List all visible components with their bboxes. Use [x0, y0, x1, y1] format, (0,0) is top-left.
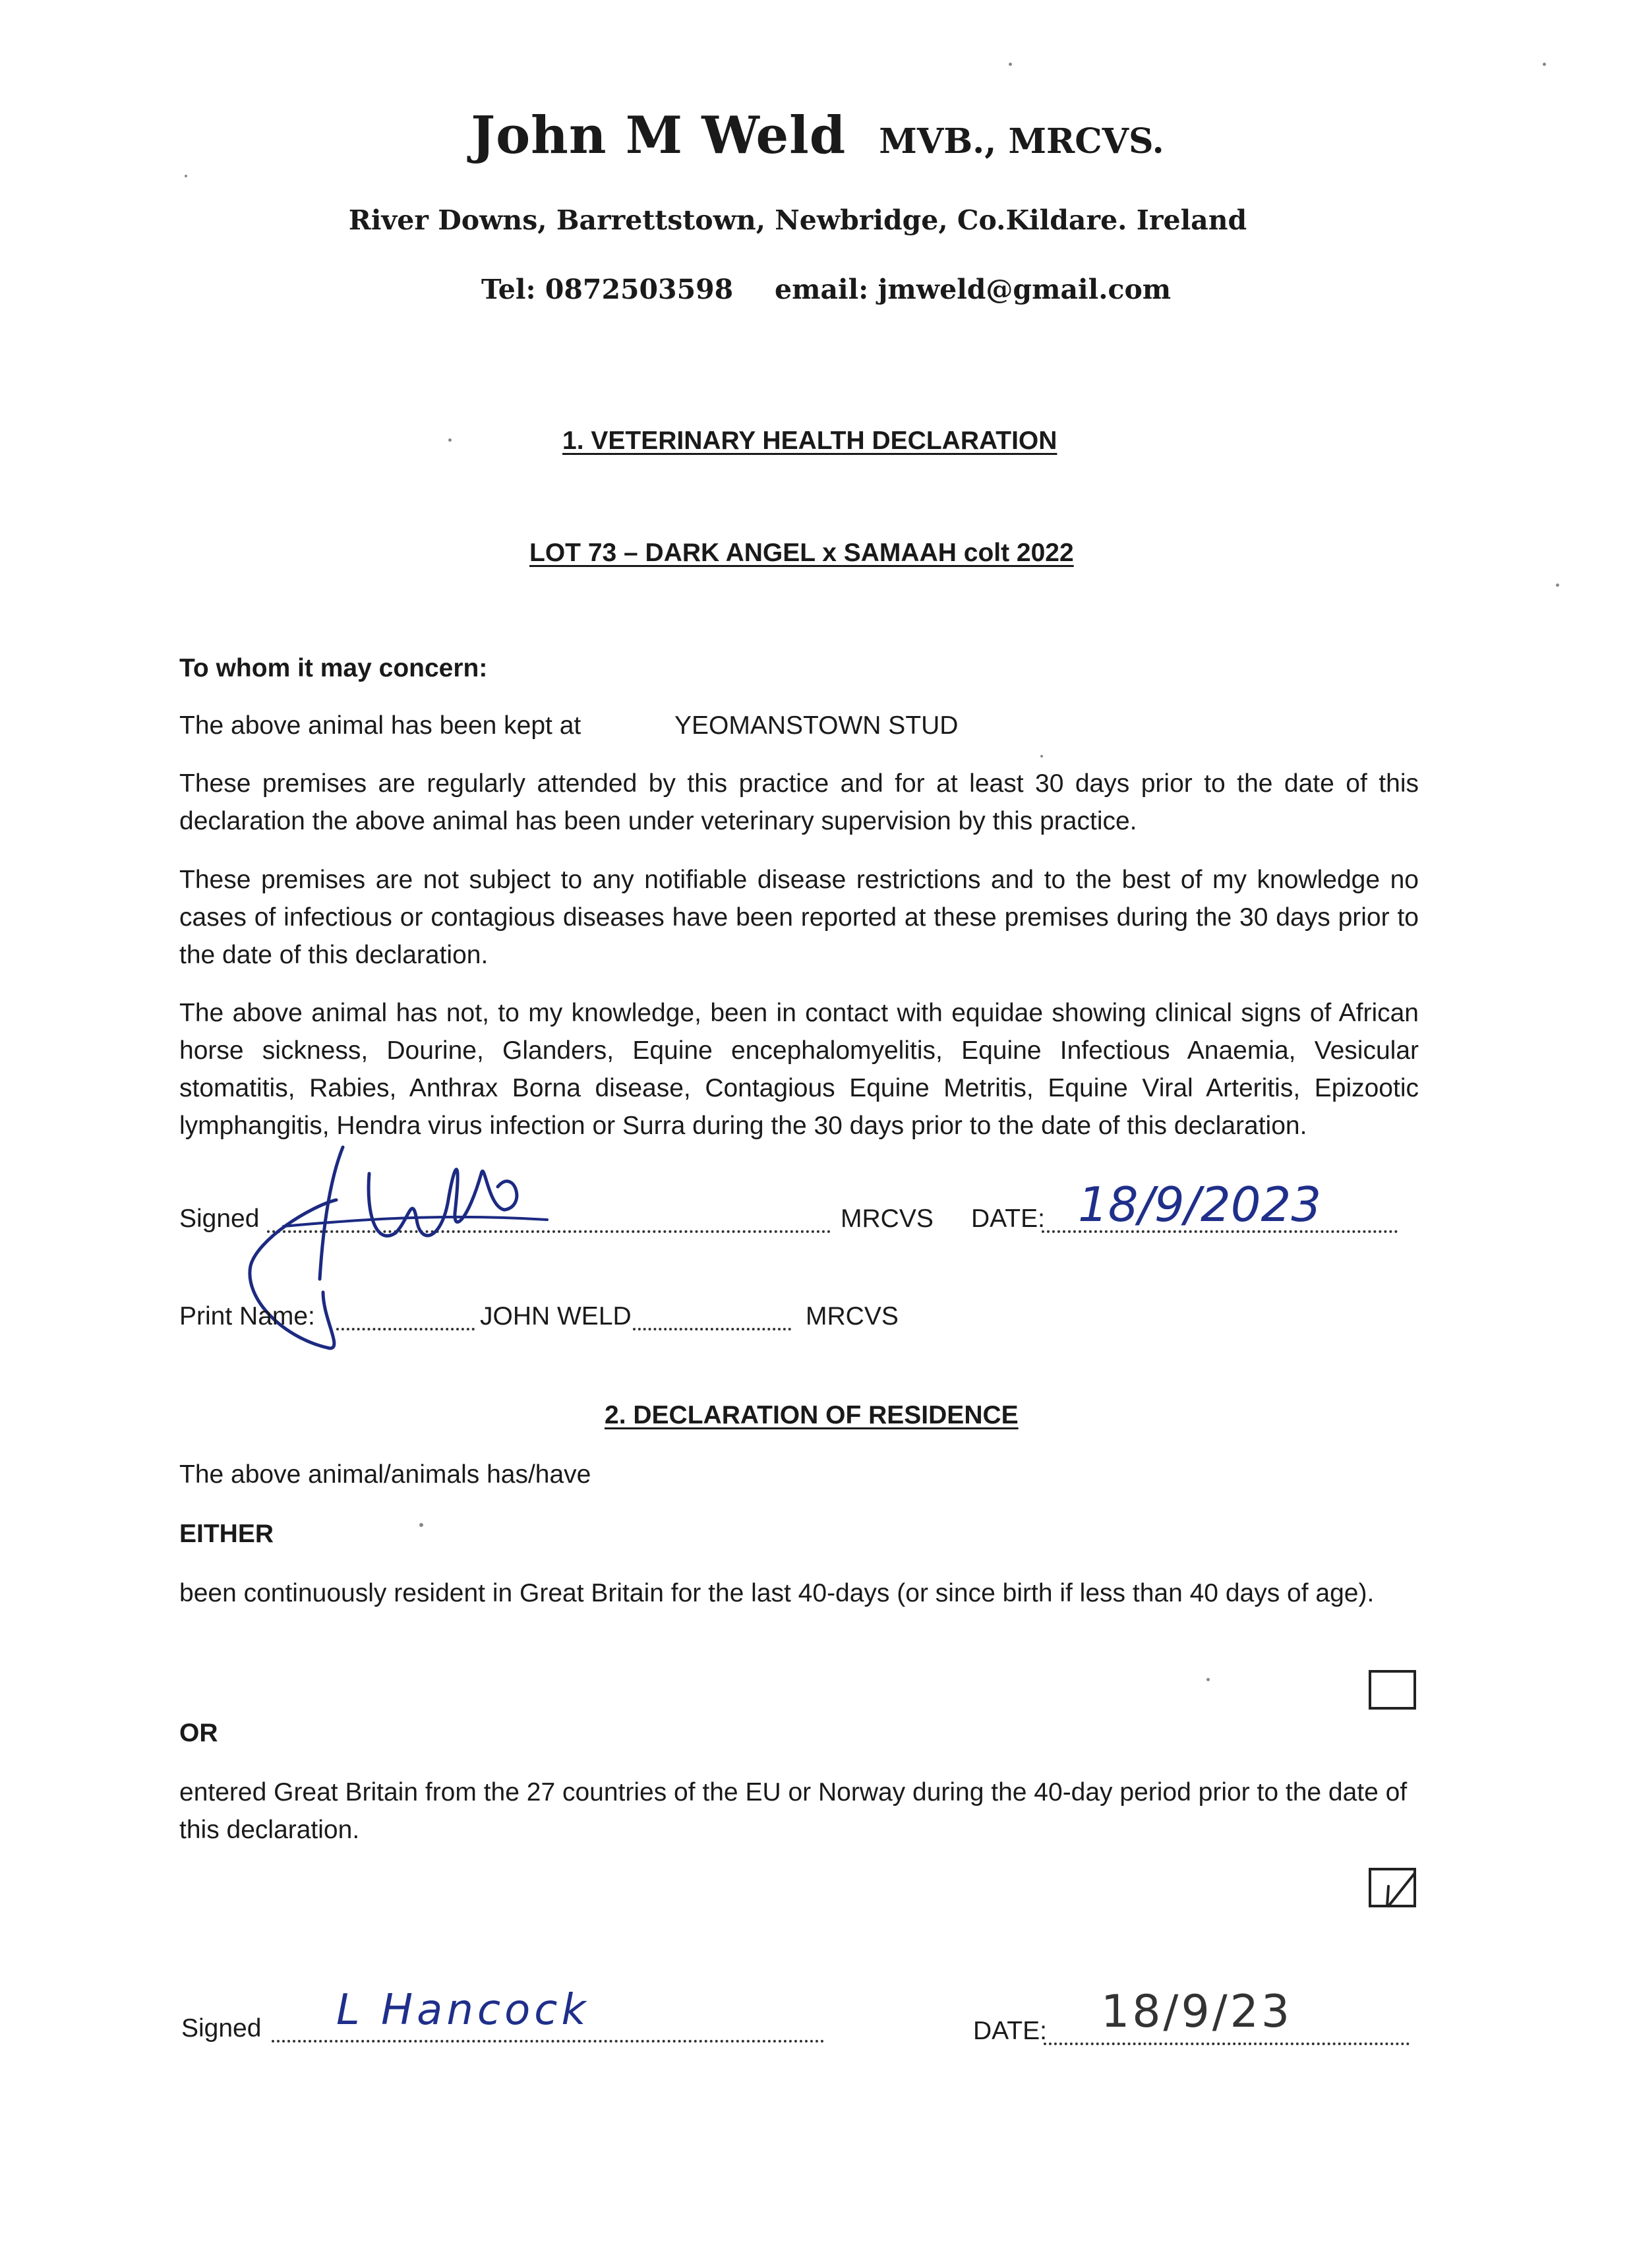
- date-label-2: DATE:: [973, 2017, 1047, 2045]
- paragraph-supervision: These premises are regularly attended by this practice and for at least 30 days prior to the date of this declaration the above animal has been under veterinary supervision by this practice.: [179, 769, 1419, 835]
- scan-speck: [1543, 63, 1546, 66]
- kept-at-label: The above animal has been kept at: [179, 711, 581, 740]
- section2-title: 2. DECLARATION OF RESIDENCE: [605, 1401, 1019, 1429]
- vet-address: River Downs, Barrettstown, Newbridge, Co.Kildare. Ireland: [348, 204, 1247, 236]
- signed-label-2: Signed: [181, 2014, 262, 2043]
- section1-title: 1. VETERINARY HEALTH DECLARATION: [562, 427, 1057, 455]
- scan-speck: [1009, 63, 1012, 66]
- residence-intro: The above animal/animals has/have: [179, 1460, 591, 1489]
- kept-at-value: YEOMANSTOWN STUD: [674, 711, 959, 740]
- mrcvs-label-1: MRCVS: [841, 1205, 934, 1233]
- print-name-dots-left: [336, 1328, 475, 1330]
- option2-checkbox[interactable]: [1369, 1868, 1416, 1907]
- scan-speck: [185, 175, 187, 177]
- scan-speck: [448, 438, 452, 442]
- paragraph-premises: These premises are not subject to any notifiable disease restrictions and to the best of my knowledge no cases of infectious or contagious diseases have been reported at these premises during the 30 days prior to the date of this declaration.: [179, 866, 1419, 969]
- print-mrcvs: MRCVS: [806, 1302, 899, 1330]
- scan-speck: [1040, 755, 1043, 758]
- salutation: To whom it may concern:: [179, 654, 488, 682]
- either-label: EITHER: [179, 1520, 274, 1548]
- or-label: OR: [179, 1719, 218, 1747]
- date-line-2: [1044, 2043, 1410, 2045]
- print-name-value: JOHN WELD: [480, 1302, 632, 1330]
- option2-text: entered Great Britain from the 27 countries of the EU or Norway during the 40-day period prior to the date of this declaration.: [179, 1778, 1408, 1844]
- lot-title: LOT 73 – DARK ANGEL x SAMAAH colt 2022: [529, 539, 1074, 567]
- signed-label-1: Signed: [179, 1205, 260, 1233]
- vet-name: John M Weld: [471, 105, 847, 165]
- print-name-dots-right: [633, 1328, 791, 1330]
- print-name-label: Print Name:: [179, 1302, 315, 1330]
- vet-telephone: Tel: 0872503598: [481, 274, 734, 305]
- scan-speck: [1206, 1678, 1210, 1681]
- signature-line-2: [272, 2040, 824, 2043]
- vet-qualifications: MVB., MRCVS.: [879, 121, 1164, 162]
- scan-speck: [1556, 583, 1559, 587]
- letterhead: [0, 105, 1635, 165]
- option1-checkbox[interactable]: [1369, 1670, 1416, 1710]
- paragraph-diseases: The above animal has not, to my knowledge, been in contact with equidae showing clinical signs of African horse sickness, Dourine, Glanders, Equine encephalomyelitis, Equine Infectious Anaemia, Vesicular stomatitis, Rabies, Anthrax Borna disease, Contagious Equine Metritis, Equine Viral Arteritis, Epizootic lymphangitis, Hendra virus infection or Surra during the 30 days prior to the date of this declaration.: [179, 999, 1419, 1140]
- scan-speck: [419, 1523, 423, 1527]
- date-label-1: DATE:: [971, 1205, 1045, 1233]
- handwritten-date-2: 18/9/23: [1101, 1986, 1293, 2038]
- handwritten-date-1: 18/9/2023: [1078, 1177, 1322, 1232]
- option1-text: been continuously resident in Great Britain for the last 40-days (or since birth if less than 40 days of age).: [179, 1579, 1375, 1607]
- vet-email: email: jmweld@gmail.com: [775, 274, 1172, 305]
- handwritten-signature-2: L Hancock: [336, 1986, 590, 2035]
- check-mark-icon: [1369, 1868, 1416, 1907]
